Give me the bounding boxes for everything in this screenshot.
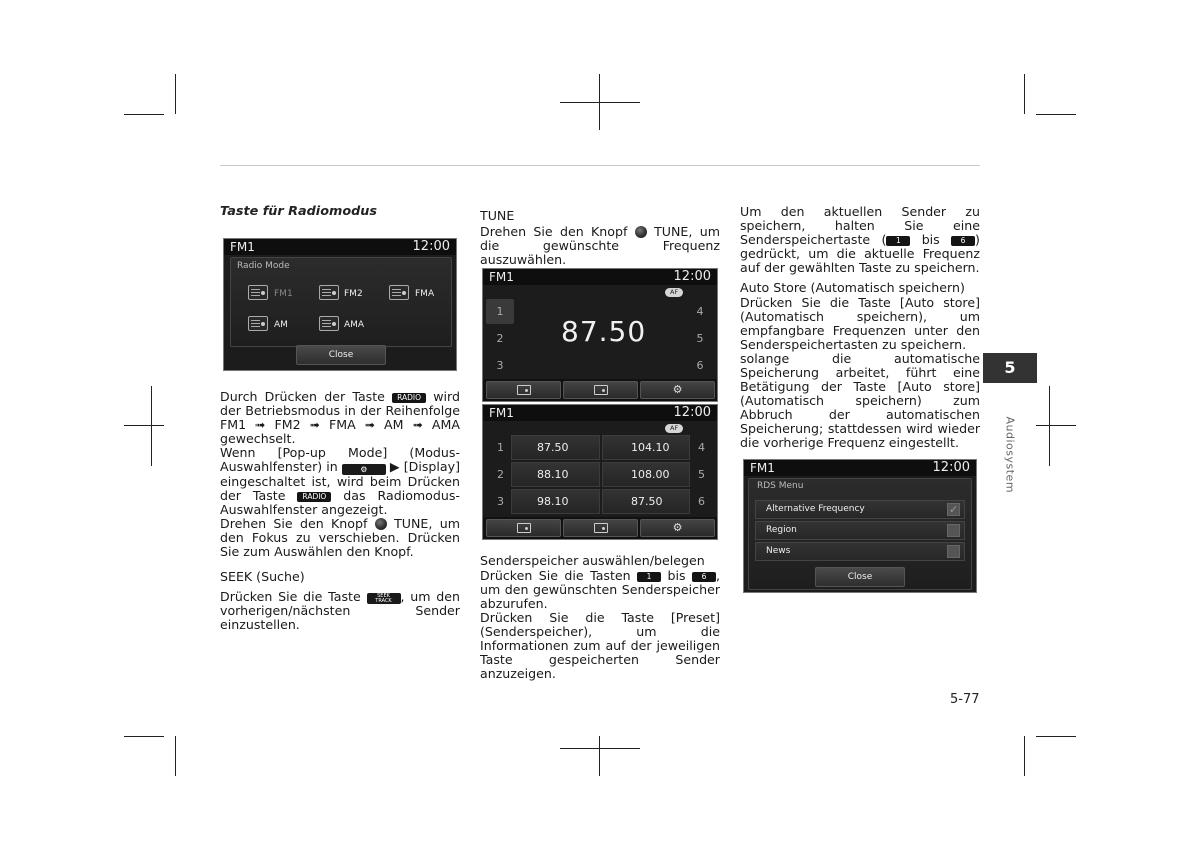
- preset-key: 1: [637, 572, 661, 582]
- mode-fm1[interactable]: FM1: [274, 289, 293, 299]
- clock: 12:00: [412, 239, 450, 254]
- crop-mark: [124, 114, 164, 115]
- radio-list-button[interactable]: [486, 381, 561, 399]
- column-2-body: [480, 553, 720, 681]
- rds-alternative-frequency[interactable]: Alternative Frequency ✓: [755, 500, 965, 519]
- preset-cell[interactable]: 98.10: [511, 489, 600, 514]
- paragraph: Drücken Sie die Taste [Preset] (Senderspeicher), um die Informationen zum auf der jeweiligen Taste gespeicherten Sender anzuzeigen.: [480, 610, 720, 681]
- crop-mark: [124, 736, 164, 737]
- clock: 12:00: [673, 405, 711, 420]
- radio-list-icon: [517, 385, 531, 395]
- preset-cell[interactable]: 87.50: [511, 435, 600, 460]
- rds-menu-screen: [743, 459, 977, 593]
- crop-mark: [599, 736, 600, 776]
- af-badge: AF: [665, 288, 683, 297]
- crop-mark: [560, 748, 640, 749]
- checkbox[interactable]: [947, 503, 960, 516]
- preset-cell[interactable]: 87.50: [602, 489, 690, 514]
- preset-key: 6: [692, 572, 716, 582]
- radio-icon: [248, 316, 268, 331]
- preset-key: 1: [886, 236, 910, 246]
- paragraph: solange die automatische Speicherung arbeitet, führt eine Betätigung der Taste [Auto store] (Automatisch speichern) zum Abbruch der automatischen Speicherung; stattdessen wird wieder die vorherige Frequenz eingestellt.: [740, 351, 980, 450]
- paragraph: Drücken Sie die Taste SEEK TRACK , um den vorherigen/nächsten Sender einzustellen.: [220, 589, 461, 632]
- rds-region[interactable]: Region: [755, 521, 965, 540]
- chapter-name: Audiosystem: [1003, 416, 1017, 494]
- radio-icon: [248, 285, 268, 300]
- preset-5[interactable]: 5: [696, 332, 704, 345]
- crop-mark: [124, 425, 164, 426]
- paragraph: Drehen Sie den Knopf TUNE, um die gewünschte Frequenz auszuwählen.: [480, 224, 720, 267]
- radio-mode-screen: [223, 238, 457, 371]
- paragraph: Durch Drücken der Taste RADIO wird der Betriebsmodus in der Reihenfolge FM1 ➟ FM2 ➟ FMA ➟ AM ➟ AMA gewechselt.: [220, 389, 460, 446]
- checkbox[interactable]: [947, 545, 960, 558]
- preset-screen: [482, 404, 718, 540]
- mode-fm2[interactable]: FM2: [344, 289, 363, 299]
- band-label: FM1: [750, 461, 775, 475]
- preset-cell[interactable]: 88.10: [511, 462, 600, 487]
- radio-icon: [319, 285, 339, 300]
- knob-icon: [635, 226, 647, 238]
- band-label: FM1: [489, 270, 514, 284]
- preset-row: 3 98.10 87.50 6: [486, 489, 714, 514]
- preset-6[interactable]: 6: [696, 359, 704, 372]
- band-label: FM1: [489, 406, 514, 420]
- gear-icon: ⚙: [342, 464, 386, 475]
- column-1: [220, 205, 460, 219]
- rds-menu-panel: [748, 478, 972, 590]
- close-button[interactable]: Close: [296, 345, 386, 365]
- paragraph: Um den aktuellen Sender zu speichern, halten Sie eine Senderspeichertaste ( 1 bis 6 ) gedrückt, um die aktuelle Frequenz auf der gewählten Taste zu speichern.: [740, 204, 980, 275]
- column-2: [480, 208, 720, 267]
- preset-1[interactable]: 1: [486, 299, 514, 324]
- radio-key: RADIO: [297, 492, 331, 502]
- preset-cell[interactable]: 104.10: [602, 435, 690, 460]
- paragraph: Drücken Sie die Tasten 1 bis 6 , um den gewünschten Senderspeicher abzurufen.: [480, 568, 720, 611]
- paragraph: Drehen Sie den Knopf TUNE, um den Fokus zu verschieben. Drücken Sie zum Auswählen den Knopf.: [220, 516, 460, 559]
- mode-am[interactable]: AM: [274, 320, 288, 330]
- frequency-display: 87.50: [561, 315, 647, 348]
- crop-mark: [560, 102, 640, 103]
- preset-3[interactable]: 3: [496, 359, 504, 372]
- preset-key: 6: [951, 236, 975, 246]
- header-rule: [220, 165, 980, 166]
- crop-mark: [1036, 736, 1076, 737]
- crop-mark: [1049, 386, 1050, 466]
- radio-key: RADIO: [392, 393, 426, 403]
- crop-mark: [1024, 736, 1025, 776]
- preset-2[interactable]: 2: [496, 332, 504, 345]
- band-label: FM1: [230, 240, 255, 254]
- radio-icon: [389, 285, 409, 300]
- section-heading: Taste für Radiomodus: [220, 204, 377, 219]
- checkbox[interactable]: [947, 524, 960, 537]
- radio-icon: [319, 316, 339, 331]
- column-3: [740, 205, 980, 450]
- column-1-body: [220, 390, 460, 632]
- radio-list-button[interactable]: [486, 519, 561, 537]
- rds-news[interactable]: News: [755, 542, 965, 561]
- preset-row: 2 88.10 108.00 5: [486, 462, 714, 487]
- crop-mark: [1036, 425, 1076, 426]
- paragraph: Drücken Sie die Taste [Auto store] (Automatisch speichern), um empfangbare Frequenzen unter den Senderspeichertasten zu speichern.: [740, 295, 980, 352]
- tune-heading: TUNE: [480, 208, 515, 223]
- auto-button[interactable]: [563, 381, 638, 399]
- knob-icon: [375, 518, 387, 530]
- gear-icon: ⚙: [672, 521, 683, 534]
- crop-mark: [599, 74, 600, 130]
- auto-button[interactable]: [563, 519, 638, 537]
- preset-row: 1 87.50 104.10 4: [486, 435, 714, 460]
- panel-title: Radio Mode: [237, 261, 290, 271]
- mode-ama[interactable]: AMA: [344, 320, 365, 330]
- page-number: 5-77: [950, 692, 980, 707]
- crop-mark: [1024, 74, 1025, 114]
- chapter-tab: 5: [983, 353, 1037, 383]
- mode-fma[interactable]: FMA: [415, 289, 435, 299]
- gear-icon: ⚙: [672, 383, 683, 396]
- auto-store-heading: Auto Store (Automatisch speichern): [740, 280, 965, 295]
- clock: 12:00: [673, 269, 711, 284]
- radio-mode-panel: [230, 257, 452, 347]
- af-badge: AF: [665, 424, 683, 433]
- preset-cell[interactable]: 108.00: [602, 462, 690, 487]
- preset-heading: Senderspeicher auswählen/belegen: [480, 553, 705, 568]
- seek-heading: SEEK (Suche): [220, 569, 305, 584]
- crop-mark: [175, 74, 176, 114]
- panel-title: RDS Menu: [757, 481, 804, 491]
- crop-mark: [175, 736, 176, 776]
- close-button[interactable]: Close: [815, 567, 905, 587]
- paragraph: Wenn [Pop-up Mode] (Modus-Auswahlfenster) in ⚙ ▶ [Display] eingeschaltet ist, wird beim Drücken der Taste RADIO das Radiomodus-Auswahlfenster angezeigt.: [220, 445, 460, 517]
- radio-list-icon: [517, 523, 531, 533]
- tune-screen: [482, 268, 718, 402]
- auto-icon: [594, 523, 608, 533]
- auto-icon: [594, 385, 608, 395]
- settings-button[interactable]: [640, 381, 715, 399]
- crop-mark: [151, 386, 152, 466]
- preset-4[interactable]: 4: [696, 305, 704, 318]
- seek-track-key: SEEK TRACK: [367, 593, 401, 604]
- settings-button[interactable]: [640, 519, 715, 537]
- crop-mark: [1036, 114, 1076, 115]
- clock: 12:00: [932, 460, 970, 475]
